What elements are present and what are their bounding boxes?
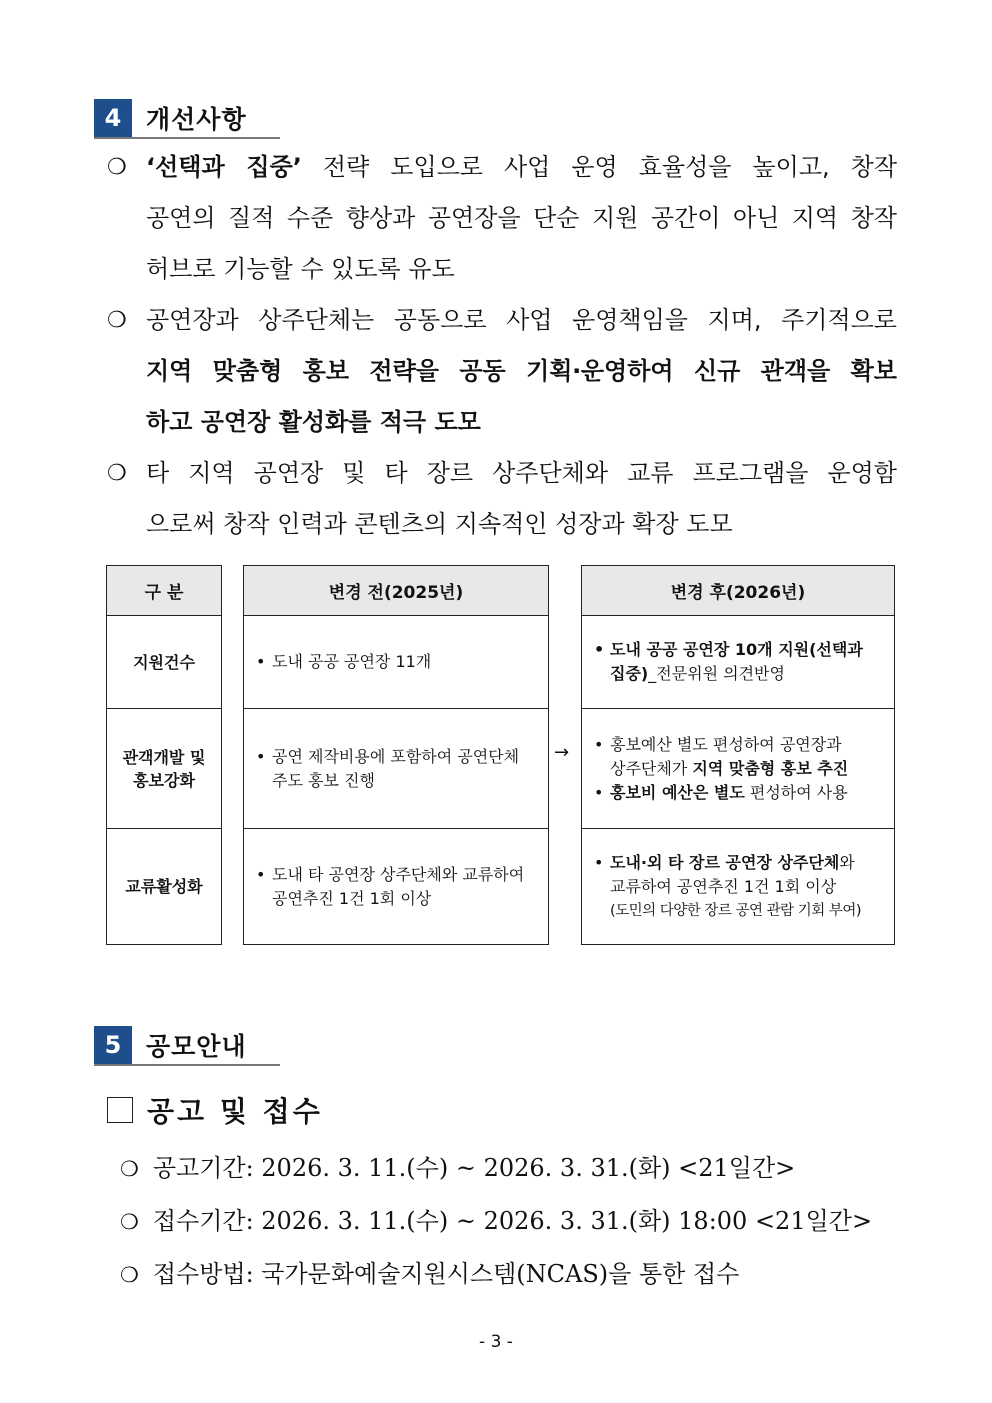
section-4-underline	[94, 137, 280, 139]
paragraph-3-line-1: 타 지역 공연장 및 타 장르 상주단체와 교류 프로그램을 운영함	[146, 459, 897, 487]
circle-bullet-icon: ❍	[120, 1157, 139, 1181]
paragraph-1-line-1: ‘선택과 집중’ 전략 도입으로 사업 운영 효율성을 높이고, 창작	[146, 153, 898, 181]
before-support-count: • 도내 공공 공연장 11개	[244, 615, 548, 708]
before-exchange: • 도내 타 공연장 상주단체와 교류하여 공연추진 1건 1회 이상	[244, 828, 548, 944]
submission-period: ❍ 접수기간: 2026. 3. 11.(수) ~ 2026. 3. 31.(화) 18:00 <21일간>	[120, 1207, 873, 1235]
announcement-period: ❍ 공고기간: 2026. 3. 11.(수) ~ 2026. 3. 31.(화) <21일간>	[120, 1154, 796, 1182]
strategy-emphasis: ‘선택과 집중’	[146, 153, 302, 181]
table-category-column	[106, 565, 222, 945]
circle-bullet-icon: ❍	[107, 461, 127, 486]
table-before-column	[243, 565, 549, 945]
section-5-number: 5	[94, 1026, 132, 1064]
announcement-subheading	[107, 1090, 323, 1130]
section-5-title: 공모안내	[146, 1032, 247, 1061]
paragraph-2-line-2: 지역 맞춤형 홍보 전략을 공동 기획‧운영하여 신규 관객을 확보	[146, 357, 897, 385]
paragraph-2-line-1: 공연장과 상주단체는 공동으로 사업 운영책임을 지며, 주기적으로	[146, 306, 897, 334]
section-5-heading	[94, 1025, 247, 1065]
square-bullet-icon	[107, 1097, 133, 1123]
circle-bullet-icon: ❍	[107, 308, 127, 333]
table-after-column	[581, 565, 895, 945]
announcement-subheading-text: 공고 및 접수	[147, 1095, 323, 1128]
paragraph-3-line-2: 으로써 창작 인력과 콘텐츠의 지속적인 성장과 확장 도모	[146, 510, 733, 538]
page-number: - 3 -	[479, 1332, 513, 1352]
table-header-category: 구 분	[107, 566, 221, 615]
table-header-after: 변경 후(2026년)	[582, 566, 894, 615]
section-4-title: 개선사항	[146, 105, 247, 134]
category-support-count: 지원건수	[107, 615, 221, 708]
paragraph-3	[107, 448, 897, 550]
section-4-number: 4	[94, 99, 132, 137]
paragraph-2-line-3: 하고 공연장 활성화를 적극 도모	[146, 408, 481, 436]
paragraph-1-line-3: 허브로 기능할 수 있도록 유도	[146, 255, 455, 283]
circle-bullet-icon: ❍	[120, 1263, 139, 1287]
paragraph-2	[107, 295, 897, 448]
after-support-count: • 도내 공공 공연장 10개 지원(선택과 집중)_전문위원 의견반영	[582, 615, 894, 708]
after-audience-promotion: • 홍보예산 별도 편성하여 공연장과 상주단체가 지역 맞춤형 홍보 추진 • 홍보비 예산은 별도 편성하여 사용	[582, 708, 894, 828]
before-audience-promotion: • 공연 제작비용에 포함하여 공연단체 주도 홍보 진행	[244, 708, 548, 828]
circle-bullet-icon: ❍	[107, 155, 127, 180]
paragraph-1	[107, 142, 897, 295]
section-4-heading	[94, 98, 247, 138]
circle-bullet-icon: ❍	[120, 1210, 139, 1234]
arrow-right-icon: →	[554, 742, 570, 763]
paragraph-1-line-2: 공연의 질적 수준 향상과 공연장을 단순 지원 공간이 아닌 지역 창작	[146, 204, 897, 232]
category-exchange: 교류활성화	[107, 828, 221, 944]
category-audience-promotion: 관객개발 및 홍보강화	[107, 708, 221, 828]
submission-method: ❍ 접수방법: 국가문화예술지원시스템(NCAS)을 통한 접수	[120, 1260, 740, 1288]
section-5-underline	[94, 1064, 280, 1066]
table-header-before: 변경 전(2025년)	[244, 566, 548, 615]
after-exchange: • 도내·외 타 장르 공연장 상주단체와 교류하여 공연추진 1건 1회 이상 (도민의 다양한 장르 공연 관람 기회 부여)	[582, 828, 894, 944]
